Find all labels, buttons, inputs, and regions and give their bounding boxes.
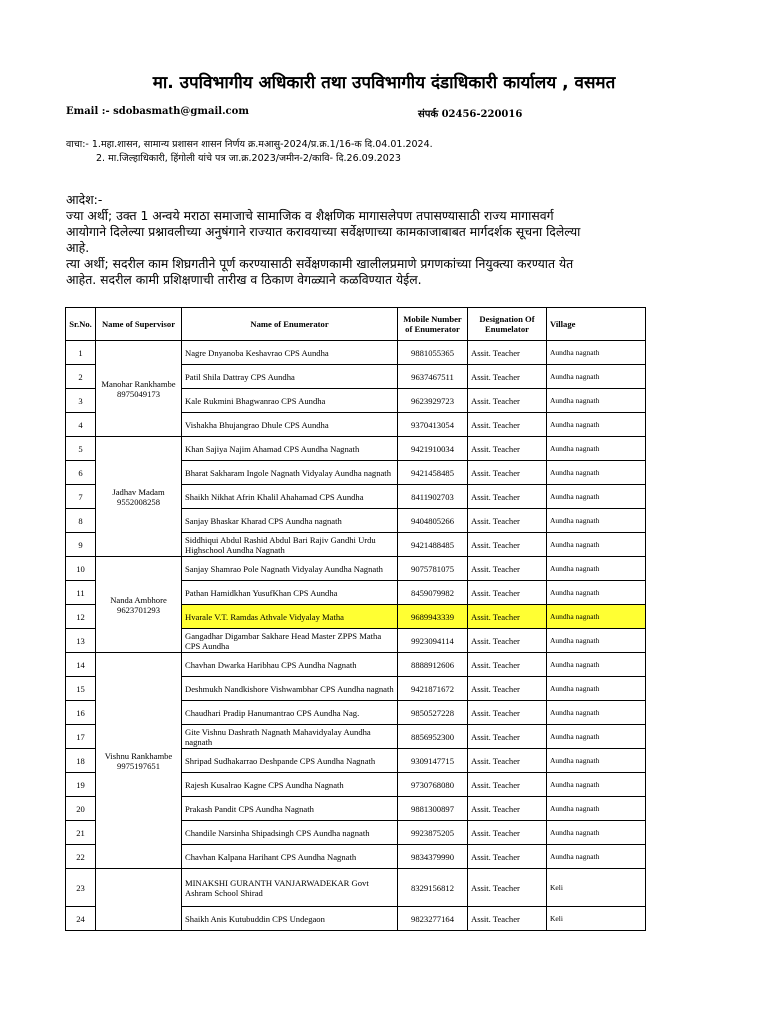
mobile-cell: 8856952300: [398, 725, 468, 749]
mobile-cell: 9923094114: [398, 629, 468, 653]
designation-cell: Assit. Teacher: [468, 341, 547, 365]
enumerator-name-cell: Gangadhar Digambar Sakhare Head Master ZPPS Matha CPS Aundha: [182, 629, 398, 653]
header-designation: Designation Of Enumelator: [468, 308, 547, 341]
village-cell: Keli: [547, 869, 646, 907]
mobile-cell: 9421871672: [398, 677, 468, 701]
village-cell: Aundha nagnath: [547, 413, 646, 437]
office-title: मा. उपविभागीय अधिकारी तथा उपविभागीय दंडाधिकारी कार्यालय , वसमत: [152, 73, 616, 93]
designation-cell: Assit. Teacher: [468, 653, 547, 677]
designation-cell: Assit. Teacher: [468, 869, 547, 907]
designation-cell: Assit. Teacher: [468, 749, 547, 773]
mobile-cell: 9075781075: [398, 557, 468, 581]
sr-no-cell: 6: [66, 461, 96, 485]
table-row: [66, 437, 646, 461]
village-cell: Aundha nagnath: [547, 845, 646, 869]
supervisor-cell: Nanda Ambhore 9623701293: [96, 557, 182, 653]
enumerator-name-cell: Shripad Sudhakarrao Deshpande CPS Aundha Nagnath: [182, 749, 398, 773]
village-cell: Aundha nagnath: [547, 509, 646, 533]
village-cell: Aundha nagnath: [547, 773, 646, 797]
mobile-cell: 9730768080: [398, 773, 468, 797]
enumerator-name-cell: Chaudhari Pradip Hanumantrao CPS Aundha Nag.: [182, 701, 398, 725]
sr-no-cell: 17: [66, 725, 96, 749]
designation-cell: Assit. Teacher: [468, 413, 547, 437]
sr-no-cell: 24: [66, 907, 96, 931]
mobile-cell: 9404805266: [398, 509, 468, 533]
designation-cell: Assit. Teacher: [468, 485, 547, 509]
village-cell: Aundha nagnath: [547, 341, 646, 365]
reference-line-1: वाचा:- 1.महा.शासन, सामान्य प्रशासन शासन निर्णय क्र.मआसु-2024/प्र.क्र.1/16-क दि.04.01.2024.: [66, 139, 433, 150]
designation-cell: Assit. Teacher: [468, 725, 547, 749]
designation-cell: Assit. Teacher: [468, 365, 547, 389]
order-line: ज्या अर्थी; उक्त 1 अन्वये मराठा समाजाचे सामाजिक व शैक्षणिक मागासलेपण तपासण्यासाठी राज्य मागासवर्ग: [66, 208, 554, 223]
village-cell: Aundha nagnath: [547, 629, 646, 653]
sr-no-cell: 15: [66, 677, 96, 701]
village-cell: Aundha nagnath: [547, 557, 646, 581]
mobile-cell: 9923875205: [398, 821, 468, 845]
village-cell: Aundha nagnath: [547, 677, 646, 701]
table-row: [66, 341, 646, 365]
village-cell: Aundha nagnath: [547, 365, 646, 389]
sr-no-cell: 22: [66, 845, 96, 869]
supervisor-cell: [96, 869, 182, 931]
village-cell: Aundha nagnath: [547, 533, 646, 557]
header-mobile: Mobile Number of Enumerator: [398, 308, 468, 341]
enumerator-name-cell: Shaikh Nikhat Afrin Khalil Ahahamad CPS Aundha: [182, 485, 398, 509]
order-line: आहे.: [66, 240, 90, 255]
sr-no-cell: 13: [66, 629, 96, 653]
enumerator-name-cell: Pathan Hamidkhan YusufKhan CPS Aundha: [182, 581, 398, 605]
header-sr-no: Sr.No.: [66, 308, 96, 341]
enumerator-name-cell: Vishakha Bhujangrao Dhule CPS Aundha: [182, 413, 398, 437]
village-cell: Aundha nagnath: [547, 461, 646, 485]
mobile-cell: 9823277164: [398, 907, 468, 931]
order-line: आहेत. सदरील कामी प्रशिक्षणाची तारीख व ठिकाण वेगळ्याने कळविण्यात येईल.: [66, 272, 422, 287]
designation-cell: Assit. Teacher: [468, 701, 547, 725]
village-cell: Aundha nagnath: [547, 581, 646, 605]
mobile-cell: 9637467511: [398, 365, 468, 389]
header-supervisor: Name of Supervisor: [96, 308, 182, 341]
mobile-cell: 9370413054: [398, 413, 468, 437]
sr-no-cell: 3: [66, 389, 96, 413]
order-heading: आदेश:-: [66, 192, 103, 207]
enumerator-name-cell: Shaikh Anis Kutubuddin CPS Undegaon: [182, 907, 398, 931]
designation-cell: Assit. Teacher: [468, 907, 547, 931]
sr-no-cell: 10: [66, 557, 96, 581]
order-line: आयोगाने दिलेल्या प्रश्नावलीच्या अनुषंगाने राज्यात करावयाच्या सर्वेक्षणाच्या कामकाजाबाबत मार्गदर्शक सूचना दिलेल्या: [66, 224, 581, 239]
designation-cell: Assit. Teacher: [468, 821, 547, 845]
supervisor-cell: Manohar Rankhambe 8975049173: [96, 341, 182, 437]
sr-no-cell: 11: [66, 581, 96, 605]
village-cell: Aundha nagnath: [547, 605, 646, 629]
mobile-cell: 9421458485: [398, 461, 468, 485]
designation-cell: Assit. Teacher: [468, 797, 547, 821]
enumerator-name-cell: Bharat Sakharam Ingole Nagnath Vidyalay Aundha nagnath: [182, 461, 398, 485]
enumerator-name-cell: Chandile Narsinha Shipadsingh CPS Aundha nagnath: [182, 821, 398, 845]
table-row: [66, 557, 646, 581]
designation-cell: Assit. Teacher: [468, 773, 547, 797]
mobile-cell: 9881300897: [398, 797, 468, 821]
enumerator-name-cell: Chavhan Kalpana Harihant CPS Aundha Nagnath: [182, 845, 398, 869]
sr-no-cell: 19: [66, 773, 96, 797]
village-cell: Keli: [547, 907, 646, 931]
table-row: [66, 653, 646, 677]
village-cell: Aundha nagnath: [547, 821, 646, 845]
sr-no-cell: 9: [66, 533, 96, 557]
village-cell: Aundha nagnath: [547, 749, 646, 773]
enumerator-name-cell: Prakash Pandit CPS Aundha Nagnath: [182, 797, 398, 821]
village-cell: Aundha nagnath: [547, 437, 646, 461]
enumerator-name-cell: Hvarale V.T. Ramdas Athvale Vidyalay Matha: [182, 605, 398, 629]
designation-cell: Assit. Teacher: [468, 605, 547, 629]
designation-cell: Assit. Teacher: [468, 629, 547, 653]
enumerator-table: [65, 307, 646, 931]
designation-cell: Assit. Teacher: [468, 389, 547, 413]
enumerator-name-cell: Sanjay Shamrao Pole Nagnath Vidyalay Aundha Nagnath: [182, 557, 398, 581]
mobile-cell: 9689943339: [398, 605, 468, 629]
order-line: त्या अर्थी; सदरील काम शिघ्रगतीने पूर्ण करण्यासाठी सर्वेक्षणकामी खालीलप्रमाणे प्रगणकांच्या नियुक्त्या करण्यात येत: [66, 256, 574, 271]
reference-line-2: 2. मा.जिल्हाधिकारी, हिंगोली यांचे पत्र जा.क्र.2023/जमीन-2/कावि- दि.26.09.2023: [96, 153, 401, 164]
enumerator-name-cell: Rajesh Kusalrao Kagne CPS Aundha Nagnath: [182, 773, 398, 797]
village-cell: Aundha nagnath: [547, 485, 646, 509]
sr-no-cell: 7: [66, 485, 96, 509]
mobile-cell: 8411902703: [398, 485, 468, 509]
sr-no-cell: 8: [66, 509, 96, 533]
order-text: [66, 192, 678, 288]
sr-no-cell: 12: [66, 605, 96, 629]
designation-cell: Assit. Teacher: [468, 437, 547, 461]
sr-no-cell: 16: [66, 701, 96, 725]
table-header-row: [66, 308, 646, 341]
mobile-cell: 9834379990: [398, 845, 468, 869]
sr-no-cell: 20: [66, 797, 96, 821]
sr-no-cell: 2: [66, 365, 96, 389]
mobile-cell: 9421910034: [398, 437, 468, 461]
sr-no-cell: 1: [66, 341, 96, 365]
sr-no-cell: 4: [66, 413, 96, 437]
email-line: Email :- sdobasmath@gmail.com: [66, 106, 249, 117]
village-cell: Aundha nagnath: [547, 797, 646, 821]
sr-no-cell: 21: [66, 821, 96, 845]
designation-cell: Assit. Teacher: [468, 677, 547, 701]
enumerator-name-cell: Kale Rukmini Bhagwanrao CPS Aundha: [182, 389, 398, 413]
header-village: Village: [547, 308, 646, 341]
designation-cell: Assit. Teacher: [468, 581, 547, 605]
mobile-cell: 8888912606: [398, 653, 468, 677]
enumerator-name-cell: Deshmukh Nandkishore Vishwambhar CPS Aundha nagnath: [182, 677, 398, 701]
designation-cell: Assit. Teacher: [468, 557, 547, 581]
enumerator-name-cell: Khan Sajiya Najim Ahamad CPS Aundha Nagnath: [182, 437, 398, 461]
enumerator-name-cell: Nagre Dnyanoba Keshavrao CPS Aundha: [182, 341, 398, 365]
designation-cell: Assit. Teacher: [468, 845, 547, 869]
table-row: [66, 869, 646, 907]
village-cell: Aundha nagnath: [547, 653, 646, 677]
designation-cell: Assit. Teacher: [468, 461, 547, 485]
header-enumerator: Name of Enumerator: [182, 308, 398, 341]
sr-no-cell: 14: [66, 653, 96, 677]
mobile-cell: 9850527228: [398, 701, 468, 725]
mobile-cell: 9881055365: [398, 341, 468, 365]
enumerator-name-cell: MINAKSHI GURANTH VANJARWADEKAR Govt Ashram School Shirad: [182, 869, 398, 907]
enumerator-name-cell: Patil Shila Dattray CPS Aundha: [182, 365, 398, 389]
mobile-cell: 9623929723: [398, 389, 468, 413]
sr-no-cell: 23: [66, 869, 96, 907]
sr-no-cell: 5: [66, 437, 96, 461]
mobile-cell: 8329156812: [398, 869, 468, 907]
village-cell: Aundha nagnath: [547, 389, 646, 413]
mobile-cell: 9421488485: [398, 533, 468, 557]
mobile-cell: 9309147715: [398, 749, 468, 773]
enumerator-name-cell: Sanjay Bhaskar Kharad CPS Aundha nagnath: [182, 509, 398, 533]
village-cell: Aundha nagnath: [547, 725, 646, 749]
village-cell: Aundha nagnath: [547, 701, 646, 725]
sr-no-cell: 18: [66, 749, 96, 773]
designation-cell: Assit. Teacher: [468, 533, 547, 557]
designation-cell: Assit. Teacher: [468, 509, 547, 533]
enumerator-name-cell: Gite Vishnu Dashrath Nagnath Mahavidyalay Aundha nagnath: [182, 725, 398, 749]
supervisor-cell: Jadhav Madam 9552008258: [96, 437, 182, 557]
mobile-cell: 8459079982: [398, 581, 468, 605]
contact-number: संपर्क 02456-220016: [418, 109, 523, 120]
supervisor-cell: Vishnu Rankhambe 9975197651: [96, 653, 182, 869]
enumerator-name-cell: Siddhiqui Abdul Rashid Abdul Bari Rajiv Gandhi Urdu Highschool Aundha Nagnath: [182, 533, 398, 557]
enumerator-name-cell: Chavhan Dwarka Haribhau CPS Aundha Nagnath: [182, 653, 398, 677]
